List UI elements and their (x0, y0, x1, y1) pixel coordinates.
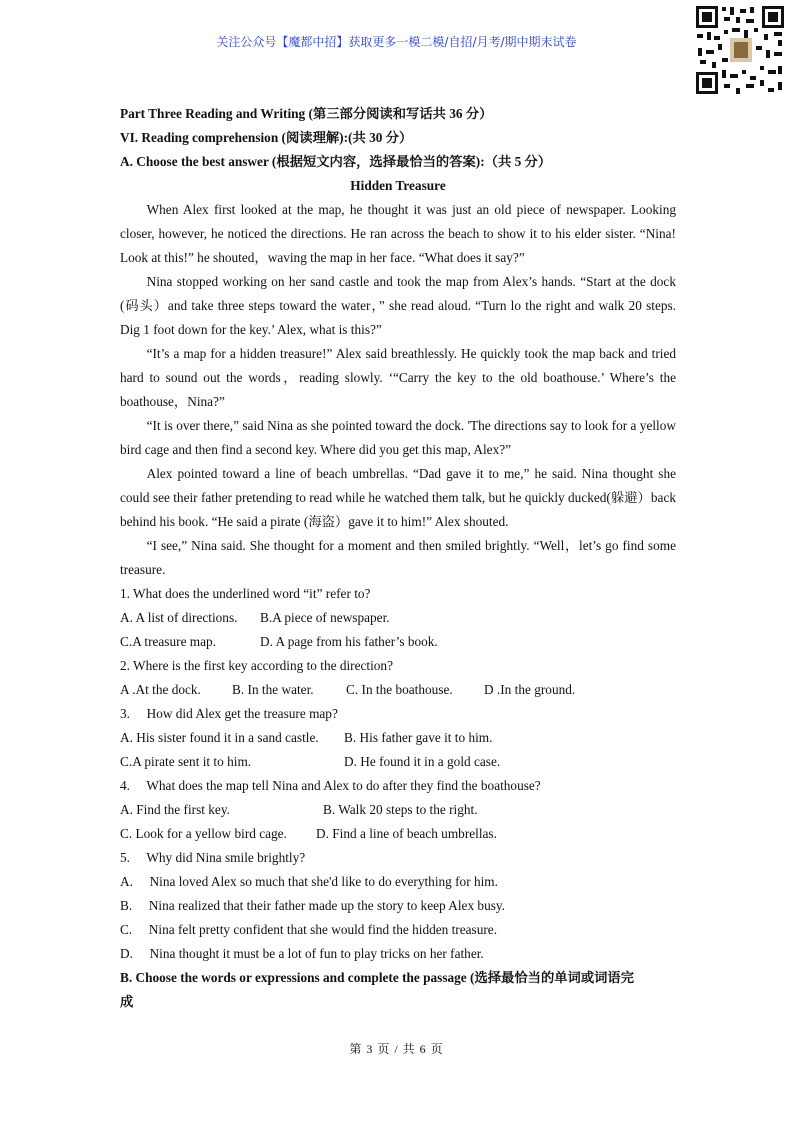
option: C. Nina felt pretty confident that she would find the hidden treasure. (120, 922, 498, 937)
page-number: 第 3 页 / 共 6 页 (349, 1042, 444, 1056)
option: D. Find a line of beach umbrellas. (316, 826, 497, 841)
passage-paragraph: Nina stopped working on her sand castle and took the map from Alex’s hands. “Start at the dock (码头）and take three steps toward the water，” she read aloud. “Turn lo the right and walk 20 steps. Dig 1 foot down for the key.’ Alex, what is this?” (120, 274, 676, 337)
option: A. Find the first key. (120, 802, 230, 817)
question-3: 3. How did Alex get the treasure map? (120, 706, 338, 721)
option: A. A list of directions. (120, 610, 238, 625)
option: B. Walk 20 steps to the right. (323, 802, 478, 817)
option: B. Nina realized that their father made up the story to keep Alex busy. (120, 898, 505, 913)
passage-paragraph: Alex pointed toward a line of beach umbrellas. “Dad gave it to me,” he said. Nina thought she could see their father pretending to read while he watched them talk, but he quickly ducked(躲避）back behind his book. “He said a pirate (海盗）gave it to him!” Alex shouted. (120, 466, 676, 529)
option: D .In the ground. (484, 682, 576, 697)
option: C. In the boathouse. (346, 682, 453, 697)
option: C.A treasure map. (120, 634, 217, 649)
subsection-b-title-continued: 成 (120, 994, 134, 1009)
question-4-options-row (120, 822, 676, 846)
option: C.A pirate sent it to him. (120, 754, 252, 769)
option: D. A page from his father’s book. (260, 634, 438, 649)
question-2-options-row (120, 678, 676, 702)
question-1: 1. What does the underlined word “it” refer to? (120, 586, 371, 601)
question-3-options-row (120, 750, 676, 774)
subsection-a-title: A. Choose the best answer (根据短文内容，选择最恰当的答案):（共 5 分） (120, 154, 552, 169)
document-body (120, 102, 676, 1014)
option: D. He found it in a gold case. (344, 754, 501, 769)
question-2: 2. Where is the first key according to the direction? (120, 658, 393, 673)
passage-paragraph: “I see,” Nina said. She thought for a moment and then smiled brightly. “Well，let’s go find some treasure. (120, 538, 676, 577)
option: A .At the dock. (120, 682, 201, 697)
question-4: 4. What does the map tell Nina and Alex to do after they find the boathouse? (120, 778, 541, 793)
option: C. Look for a yellow bird cage. (120, 826, 287, 841)
question-3-options-row (120, 726, 676, 750)
option: D. Nina thought it must be a lot of fun to play tricks on her father. (120, 946, 484, 961)
option: A. Nina loved Alex so much that she'd like to do everything for him. (120, 874, 498, 889)
passage-title: Hidden Treasure (350, 178, 446, 193)
option: B. His father gave it to him. (344, 730, 493, 745)
passage-paragraph: “It’s a map for a hidden treasure!” Alex said breathlessly. He quickly took the map back and tried hard to sound out the words，reading slowly. ‘“Carry the key to the old boathouse.’ Where’s the boathouse，Nina?” (120, 346, 676, 409)
question-1-options-row (120, 630, 676, 654)
option: B. In the water. (232, 682, 314, 697)
passage-paragraph: “It is over there,” said Nina as she pointed toward the dock. 'The directions say to look for a yellow bird cage and then find a second key. Where did you get this map, Alex?” (120, 418, 676, 457)
question-5: 5. Why did Nina smile brightly? (120, 850, 306, 865)
section-title: VI. Reading comprehension (阅读理解):(共 30 分） (120, 130, 413, 145)
header-banner: 关注公众号【魔都中招】获取更多一模二模/自招/月考/期中期末试卷 (216, 35, 577, 49)
subsection-b-title: B. Choose the words or expressions and complete the passage (选择最恰当的单词或词语完 (120, 970, 635, 985)
part-title: Part Three Reading and Writing (第三部分阅读和写话共 36 分） (120, 106, 493, 121)
qr-code-icon (694, 4, 786, 96)
option: A. His sister found it in a sand castle. (120, 730, 319, 745)
question-4-options-row (120, 798, 676, 822)
question-1-options-row (120, 606, 676, 630)
passage-paragraph: When Alex first looked at the map, he thought it was just an old piece of newspaper. Looking closer, however, he noticed the directions. He ran across the beach to show it to his elder sister. “Nina! Look at this!” he shouted，waving the map in her face. “What does it say?” (120, 202, 676, 265)
option: B.A piece of newspaper. (260, 610, 390, 625)
